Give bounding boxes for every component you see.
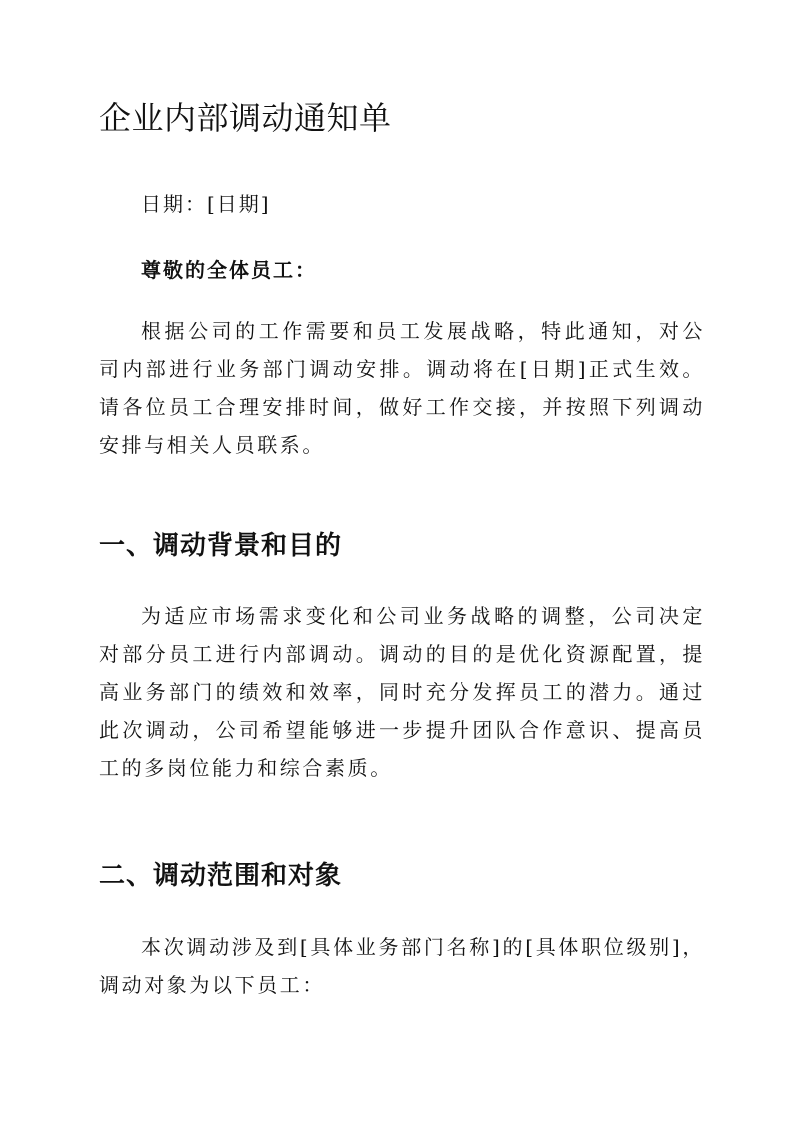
- date-line: 日期：[日期]: [141, 192, 271, 216]
- document-title: 企业内部调动通知单: [99, 99, 392, 137]
- section-body-scope: 本次调动涉及到[具体业务部门名称]的[具体职位级别]，调动对象为以下员工：: [99, 935, 705, 997]
- section-body-background: 为适应市场需求变化和公司业务战略的调整，公司决定对部分员工进行内部调动。调动的目的是优化资源配置，提高业务部门的绩效和效率，同时充分发挥员工的潜力。通过此次调动，公司希望能够进一步提升团队合作意识、提高员工的多岗位能力和综合素质。: [99, 604, 705, 780]
- intro-paragraph: 根据公司的工作需要和员工发展战略，特此通知，对公司内部进行业务部门调动安排。调动将在[日期]正式生效。请各位员工合理安排时间，做好工作交接，并按照下列调动安排与相关人员联系。: [99, 319, 705, 457]
- salutation: 尊敬的全体员工：: [141, 258, 317, 282]
- section-heading-background: 一、调动背景和目的: [99, 531, 343, 561]
- section-heading-scope: 二、调动范围和对象: [99, 861, 343, 891]
